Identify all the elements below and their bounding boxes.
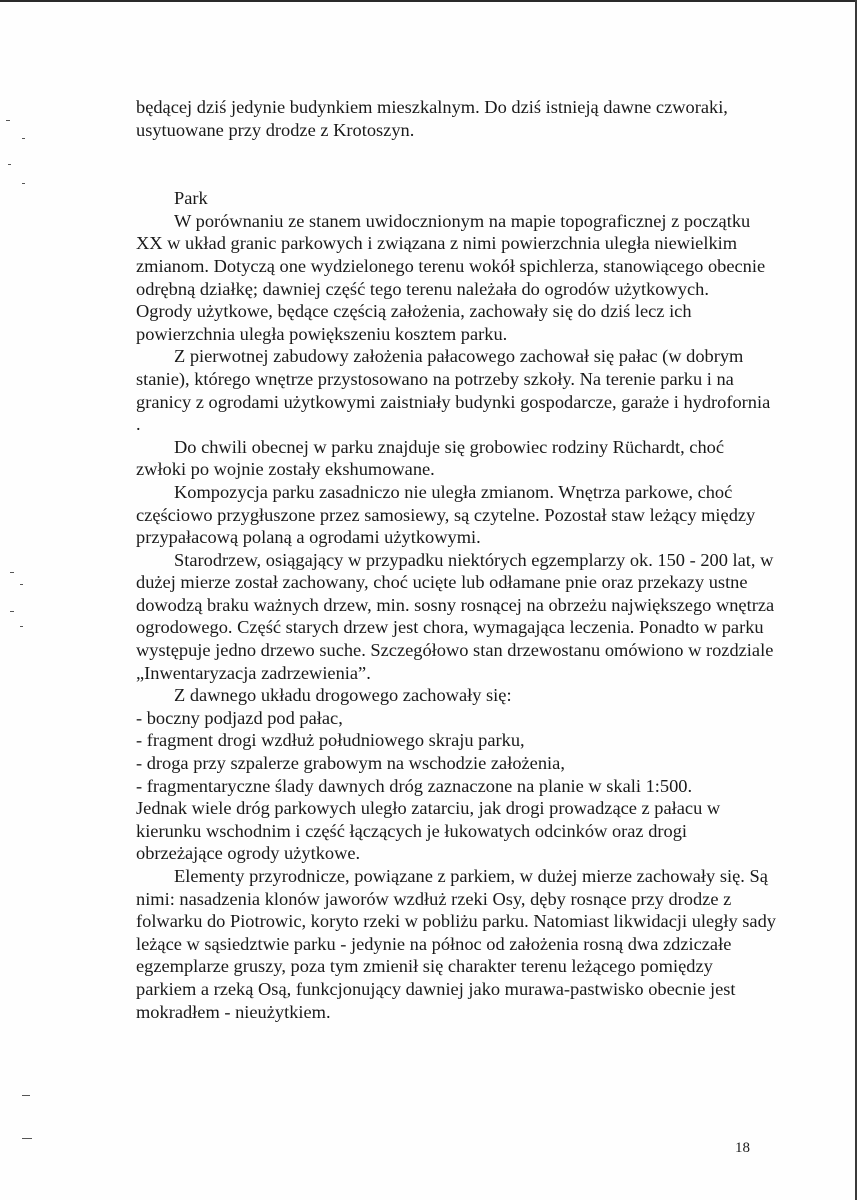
paragraph: Z dawnego układu drogowego zachowały się: [174, 685, 512, 706]
scan-speck [22, 1138, 32, 1139]
paragraph: Starodrzew, osiągający w przypadku niektórych egzemplarzy ok. 150 - 200 lat, w dużej mierze został zachowany, choć ucięte lub odłamane pnie oraz przekazy ustne dowodzą braku ważnych drzew, min. sosny rosnącej na obrzeżu największego wnętrza ogrodowego. Część starych drzew jest chora, wymagająca leczenia. Ponadto w parku występuje jedno drzewo suche. Szczegółowo stan drzewostanu omówiono w rozdziale „Inwentaryzacja zadrzewienia”. [136, 549, 775, 683]
scan-speck [8, 164, 11, 165]
paragraph: Do chwili obecnej w parku znajduje się grobowiec rodziny Rüchardt, choć zwłoki po wojnie zostały ekshumowane. [136, 436, 725, 480]
section-heading: Park [174, 188, 208, 209]
scan-speck [22, 1095, 30, 1096]
list-item: - fragment drogi wzdłuż południowego skraju parku, [136, 730, 525, 751]
section-gap [136, 141, 776, 187]
scan-speck [22, 183, 25, 184]
paragraph: Jednak wiele dróg parkowych uległo zatarciu, jak drogi prowadzące z pałacu w kierunku wschodnim i część łączących je łukowatych odcinków oraz drogi obrzeżające ogrody użytkowe. [136, 798, 721, 864]
scan-speck [22, 138, 25, 139]
scan-top-edge [0, 0, 857, 2]
scan-speck [10, 572, 14, 573]
intro-line: usytuowane przy drodze z Krotoszyn. [136, 119, 415, 140]
list-item: - boczny podjazd pod pałac, [136, 707, 343, 728]
scan-speck [10, 611, 14, 612]
paragraph: Z pierwotnej zabudowy założenia pałacowego zachował się pałac (w dobrym stanie), którego wnętrze przystosowano na potrzeby szkoły. Na terenie parku i na granicy z ogrodami użytkowymi zaistniały budynki gospodarcze, garaże i hydrofornia . [136, 346, 771, 435]
paragraph: Ogrody użytkowe, będące częścią założenia, zachowały się do dziś lecz ich powierzchnia uległa powiększeniu kosztem parku. [136, 301, 692, 344]
list-item: - droga przy szpalerze grabowym na wschodzie założenia, [136, 753, 565, 774]
page-number: 18 [735, 1140, 750, 1156]
paragraph: Kompozycja parku zasadniczo nie uległa zmianom. Wnętrza parkowe, choć częściowo przygłuszone przez samosiewy, są czytelne. Pozostał staw leżący między przypałacową polaną a ogrodami użytkowymi. [136, 481, 756, 548]
scan-speck [20, 626, 23, 627]
scan-speck [20, 584, 23, 585]
intro-line: będącej dziś jedynie budynkiem mieszkalnym. Do dziś istnieją dawne czworaki, [136, 97, 728, 117]
list-item: - fragmentaryczne ślady dawnych dróg zaznaczone na planie w skali 1:500. [136, 775, 693, 796]
document-body [136, 96, 776, 1023]
paragraph: Elementy przyrodnicze, powiązane z parkiem, w dużej mierze zachowały się. Są nimi: nasadzenia klonów jaworów wzdłuż rzeki Osy, dęby rosnące przy drodze z folwarku do Piotrowic, koryto rzeki w pobliżu parku. Natomiast likwidacji uległy sady leżące w sąsiedztwie parku - jedynie na północ od założenia rosną dwa zdziczałe egzemplarze gruszy, poza tym zmienił się charakter terenu leżącego pomiędzy parkiem a rzeką Osą, funkcjonujący dawniej jako murawa-pastwisko obecnie jest mokradłem - nieużytkiem. [136, 866, 776, 1022]
paragraph: W porównaniu ze stanem uwidocznionym na mapie topograficznej z początku XX w układ granic parkowych i związana z nimi powierzchnia uległa niewielkim zmianom. Dotyczą one wydzielonego terenu wokół spichlerza, stanowiącego obecnie odrębną działkę; dawniej część tego terenu należała do ogrodów użytkowych. [136, 210, 766, 299]
scan-speck [6, 120, 10, 121]
